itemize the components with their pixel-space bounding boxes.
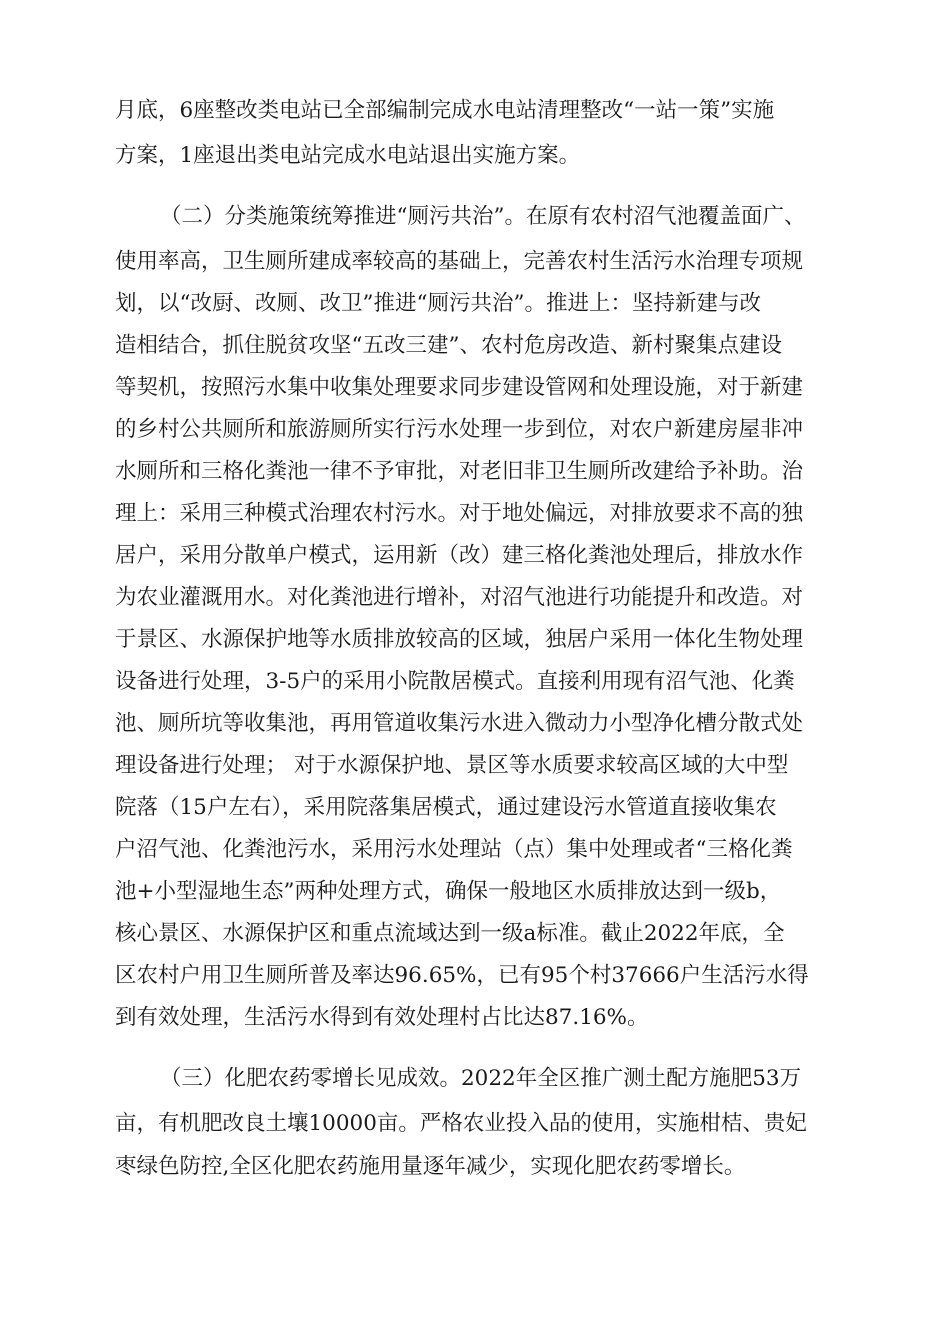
paragraph-2-line-15: 院落（15户左右），采用院落集居模式，通过建设污水管道直接收集农 bbox=[115, 795, 777, 820]
paragraph-2-line-13: 池、厕所坑等收集池，再用管道收集污水进入微动力小型净化槽分散式处 bbox=[115, 711, 804, 736]
paragraph-3-line-2: 亩，有机肥改良土壤10000亩。严格农业投入品的使用，实施柑桔、贵妃 bbox=[115, 1111, 807, 1136]
paragraph-2-line-16: 户沼气池、化粪池污水，采用污水处理站（点）集中处理或者“三格化粪 bbox=[115, 837, 793, 862]
paragraph-1-line-2: 方案，1座退出类电站完成水电站退出实施方案。 bbox=[115, 143, 581, 168]
paragraph-3-line-3: 枣绿色防控,全区化肥农药施用量逐年减少，实现化肥农药零增长。 bbox=[115, 1154, 746, 1179]
paragraph-2-line-10: 为农业灌溉用水。对化粪池进行增补，对沼气池进行功能提升和改造。对 bbox=[115, 585, 804, 610]
paragraph-2-line-14: 理设备进行处理； 对于水源保护地、景区等水质要求较高区域的大中型 bbox=[115, 753, 789, 778]
paragraph-2-line-8: 理上：采用三种模式治理农村污水。对于地处偏远，对排放要求不高的独 bbox=[115, 501, 804, 526]
paragraph-2-line-5: 等契机，按照污水集中收集处理要求同步建设管网和处理设施，对于新建 bbox=[115, 375, 804, 400]
paragraph-3-line-1: （三）化肥农药零增长见成效。2022年全区推广测土配方施肥53万 bbox=[160, 1066, 802, 1091]
paragraph-2-line-7: 水厕所和三格化粪池一律不予审批，对老旧非卫生厕所改建给予补助。治 bbox=[115, 459, 804, 484]
paragraph-2-line-17: 池+小型湿地生态”两种处理方式，确保一般地区水质排放达到一级b， bbox=[115, 879, 782, 904]
paragraph-2-line-20: 到有效处理，生活污水得到有效处理村占比达87.16%。 bbox=[115, 1005, 649, 1030]
paragraph-2-line-19: 区农村户用卫生厕所普及率达96.65%，已有95个村37666户生活污水得 bbox=[115, 963, 809, 988]
paragraph-2-line-2: 使用率高，卫生厕所建成率较高的基础上，完善农村生活污水治理专项规 bbox=[115, 249, 804, 274]
paragraph-2-line-11: 于景区、水源保护地等水质排放较高的区域，独居户采用一体化生物处理 bbox=[115, 627, 804, 652]
paragraph-2-line-12: 设备进行处理，3-5户的采用小院散居模式。直接利用现有沼气池、化粪 bbox=[115, 669, 795, 694]
paragraph-2-line-3: 划，以“改厨、改厕、改卫”推进“厕污共治”。推进上：坚持新建与改 bbox=[115, 291, 761, 316]
paragraph-1-line-1: 月底，6座整改类电站已全部编制完成水电站清理整改“一站一策”实施 bbox=[115, 98, 775, 123]
paragraph-2-line-6: 的乡村公共厕所和旅游厕所实行污水处理一步到位，对农户新建房屋非冲 bbox=[115, 417, 804, 442]
paragraph-2-line-1: （二）分类施策统筹推进“厕污共治”。在原有农村沼气池覆盖面广、 bbox=[160, 204, 806, 229]
paragraph-2-line-18: 核心景区、水源保护区和重点流域达到一级a标准。截止2022年底，全 bbox=[115, 921, 785, 946]
paragraph-2-line-4: 造相结合，抓住脱贫攻坚“五改三建”、农村危房改造、新村聚集点建设 bbox=[115, 333, 782, 358]
paragraph-2-line-9: 居户，采用分散单户模式，运用新（改）建三格化粪池处理后，排放水作 bbox=[115, 543, 804, 568]
